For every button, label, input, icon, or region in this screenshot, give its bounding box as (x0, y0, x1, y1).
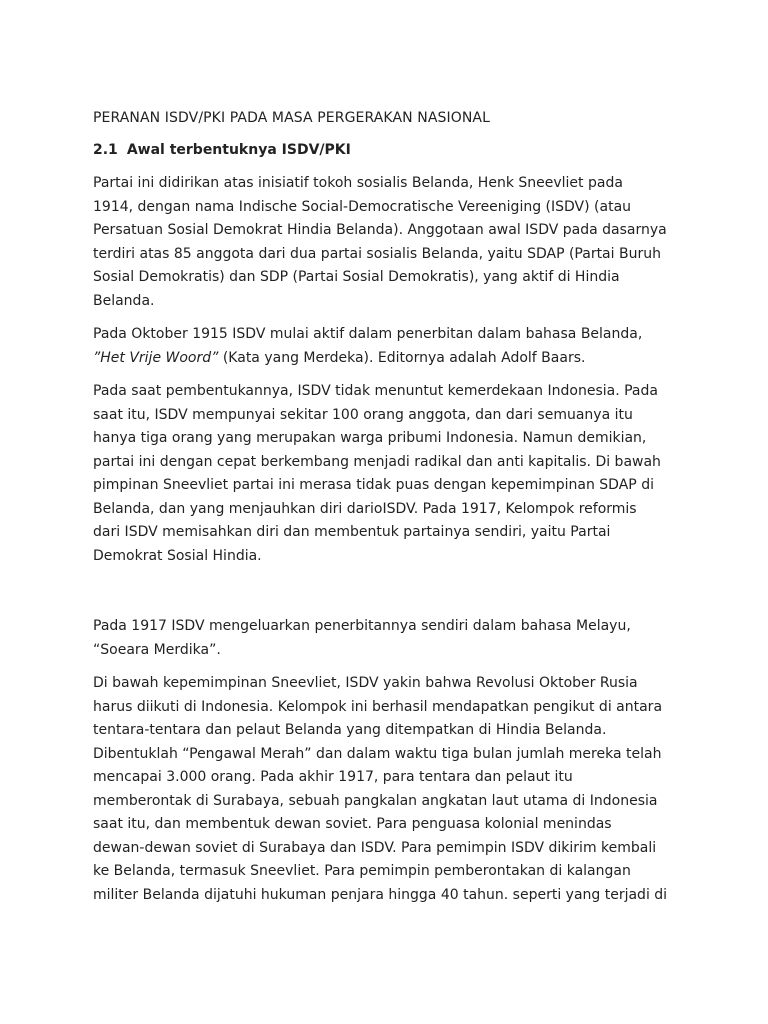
paragraph-3 (93, 380, 708, 568)
text-line: Sosial Demokratis) dan SDP (Partai Sosial Demokratis), yang aktif di Hindia (93, 269, 620, 285)
text-line: memberontak di Surabaya, sebuah pangkalan angkatan laut utama di Indonesia (93, 792, 658, 809)
text-line: militer Belanda dijatuhi hukuman penjara hingga 40 tahun. seperti yang terjadi di (93, 886, 668, 903)
text-line: Demokrat Sosial Hindia. (93, 547, 262, 564)
text-line: hanya tiga orang yang merupakan warga pribumi Indonesia. Namun demikian, (93, 430, 647, 446)
text-line: saat itu, dan membentuk dewan soviet. Para penguasa kolonial menindas (93, 816, 612, 832)
text-line: mencapai 3.000 orang. Pada akhir 1917, para tentara dan pelaut itu (93, 769, 573, 785)
section-heading (93, 140, 708, 160)
text-line (93, 347, 708, 371)
text-line: Pada 1917 ISDV mengeluarkan penerbitannya sendiri dalam bahasa Melayu, (93, 618, 631, 634)
paragraph-2 (93, 323, 708, 370)
paragraph-5 (93, 672, 708, 907)
paragraph-1 (93, 172, 708, 313)
text-line: Persatuan Sosial Demokrat Hindia Belanda). Anggotaan awal ISDV pada dasarnya (93, 222, 667, 238)
text-line: Belanda. (93, 292, 155, 309)
section-title: Awal terbentuknya ISDV/PKI (126, 142, 351, 158)
text-line: harus diikuti di Indonesia. Kelompok ini berhasil mendapatkan pengikut di antara (93, 698, 663, 715)
text-fragment: (Kata yang Merdeka). Editornya adalah Adolf Baars. (218, 349, 586, 366)
section-number: 2.1 (93, 142, 118, 158)
document-title: PERANAN ISDV/PKI PADA MASA PERGERAKAN NASIONAL (93, 110, 490, 126)
text-line: Pada saat pembentukannya, ISDV tidak menuntut kemerdekaan Indonesia. Pada (93, 383, 658, 399)
text-line: partai ini dengan cepat berkembang menjadi radikal dan anti kapitalis. Di bawah (93, 453, 661, 470)
text-line: Di bawah kepemimpinan Sneevliet, ISDV yakin bahwa Revolusi Oktober Rusia (93, 675, 638, 691)
text-line: 1914, dengan nama Indische Social-Democratische Vereeniging (ISDV) (atau (93, 198, 632, 215)
text-line: tentara-tentara dan pelaut Belanda yang ditempatkan di Hindia Belanda. (93, 722, 607, 738)
text-line: “Soeara Merdika”. (93, 641, 221, 658)
text-line: terdiri atas 85 anggota dari dua partai sosialis Belanda, yaitu SDAP (Partai Buruh (93, 245, 661, 262)
text-line: dewan-dewan soviet di Surabaya dan ISDV. Para pemimpin ISDV dikirim kembali (93, 839, 657, 856)
text-line: Belanda, dan yang menjauhkan diri darioISDV. Pada 1917, Kelompok reformis (93, 500, 637, 517)
text-line: Dibentuklah “Pengawal Merah” dan dalam waktu tiga bulan jumlah mereka telah (93, 745, 662, 762)
paragraph-4 (93, 615, 708, 662)
text-line: Pada Oktober 1915 ISDV mulai aktif dalam penerbitan dalam bahasa Belanda, (93, 326, 643, 342)
text-line: ke Belanda, termasuk Sneevliet. Para pemimpin pemberontakan di kalangan (93, 863, 631, 879)
text-line: Partai ini didirikan atas inisiatif tokoh sosialis Belanda, Henk Sneevliet pada (93, 175, 623, 191)
text-line: saat itu, ISDV mempunyai sekitar 100 orang anggota, dan dari semuanya itu (93, 406, 633, 423)
blank-line (93, 578, 708, 615)
newspaper-title: ”Het Vrije Woord” (93, 349, 219, 366)
text-line: pimpinan Sneevliet partai ini merasa tidak puas dengan kepemimpinan SDAP di (93, 477, 654, 493)
text-line: dari ISDV memisahkan diri dan membentuk partainya sendiri, yaitu Partai (93, 524, 611, 540)
